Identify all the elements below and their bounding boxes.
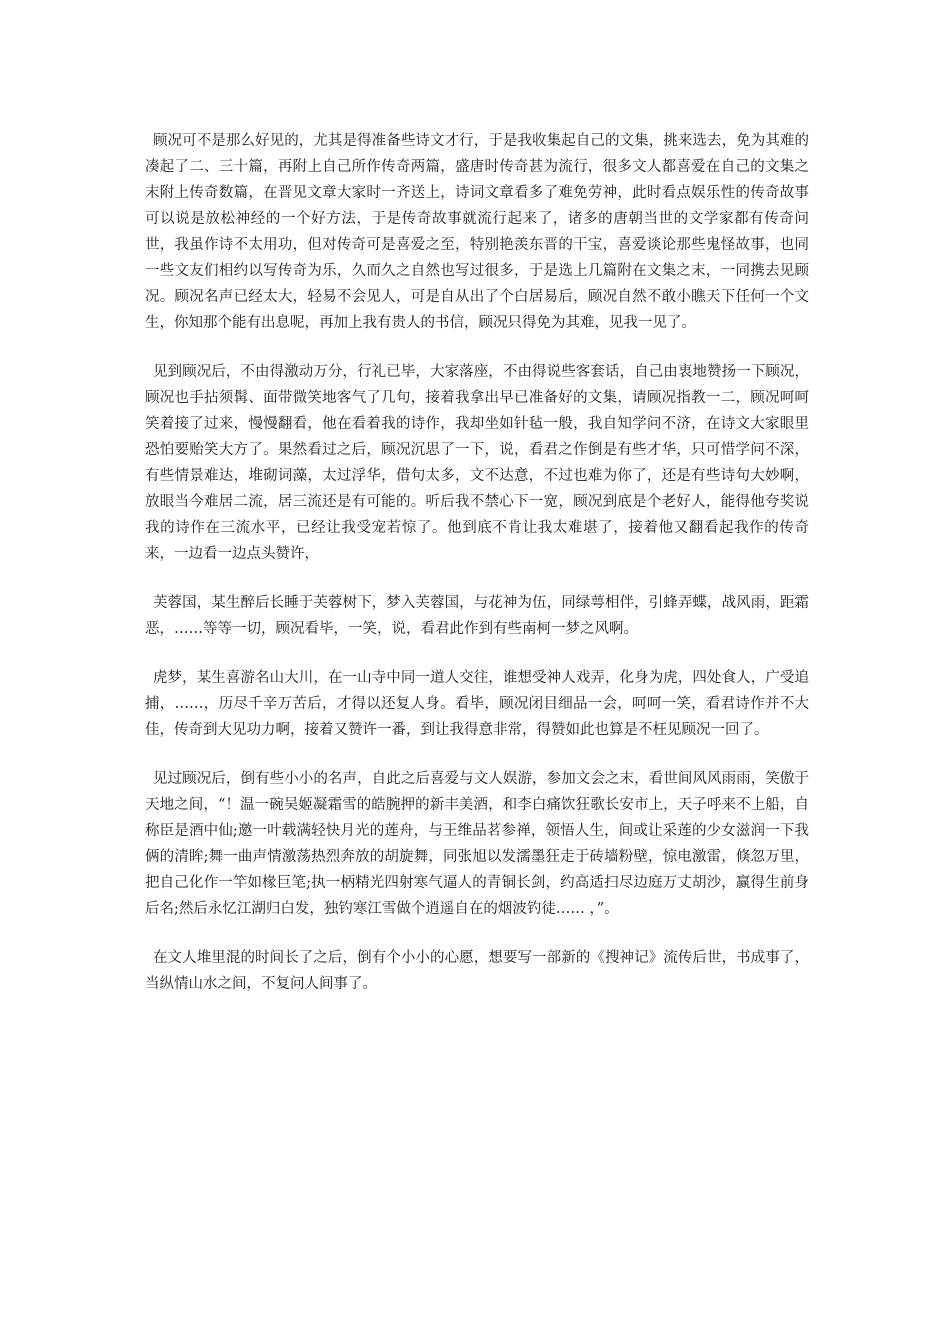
paragraph-hu-meng: 虎梦，某生喜游名山大川，在一山寺中同一道人交往，谁想受神人戏弄，化身为虎，四处食人，广受追捕，……，历尽千辛万苦后，才得以还复人身。看毕，顾况闭目细品一会，呵呵一笑，看君诗作并不大佳，传奇到大见功力啊，接着又赞许一番，到让我得意非常，得赞如此也算是不枉见顾况一回了。 (145, 670, 809, 738)
paragraph-visit-preparation: 顾况可不是那么好见的，尤其是得准备些诗文才行，于是我收集起自己的文集，挑来选去，免为其难的凑起了二、三十篇，再附上自己所作传奇两篇，盛唐时传奇甚为流行，很多文人都喜爱在自己的文集之末附上传奇数篇，在晋见文章大家时一齐送上，诗词文章看多了难免劳神，此时看点娱乐性的传奇故事可以说是放松神经的一个好方法，于是传奇故事就流行起来了，诸多的唐朝当世的文学家都有传奇问世，我虽作诗不太用功，但对传奇可是喜爱之至，特别艳羡东晋的干宝，喜爱谈论那些鬼怪故事，也同一些文友们相约以写传奇为乐，久而久之自然也写过很多，于是选上几篇附在文集之末，一同携去见顾况。顾况名声已经太大，轻易不会见人，可是自从出了个白居易后，顾况自然不敢小瞧天下任何一个文生，你知那个能有出息呢，再加上我有贵人的书信，顾况只得免为其难，见我一见了。 (145, 133, 809, 331)
paragraph-wish: 在文人堆里混的时间长了之后，倒有个小小的心愿，想要写一部新的《搜神记》流传后世，书成事了，当纵情山水之间，不复问人间事了。 (145, 950, 809, 992)
document-page (145, 128, 809, 997)
paragraph-meeting-gu-kuang: 见到顾况后，不由得激动万分，行礼已毕，大家落座，不由得说些客套话，自己由衷地赞扬一下顾况，顾况也手拈须髯、面带微笑地客气了几句，接着我拿出早已准备好的文集，请顾况指教一二，顾况呵呵笑着接了过来，慢慢翻看，他在看着我的诗作，我却坐如针毡一般，我自知学问不济，在诗文大家眼里恐怕要贻笑大方了。果然看过之后，顾况沉思了一下，说，看君之作倒是有些才华，只可惜学问不深，有些情景难达，堆砌词藻，太过浮华，借句太多，文不达意，不过也难为你了，还是有些诗句大妙啊，放眼当今难居二流，居三流还是有可能的。听后我不禁心下一宽，顾况到底是个老好人，能得他夸奖说我的诗作在三流水平，已经让我受宠若惊了。他到底不肯让我太难堪了，接着他又翻看起我作的传奇来，一边看一边点头赞许， (145, 364, 809, 562)
paragraph-furong-guo: 芙蓉国，某生醉后长睡于芙蓉树下，梦入芙蓉国，与花神为伍，同绿萼相伴，引蜂弄蝶，战风雨，距霜恶，……等等一切，顾况看毕，一笑，说，看君此作到有些南柯一梦之风啊。 (145, 595, 809, 637)
paragraph-literati-life: 见过顾况后，倒有些小小的名声，自此之后喜爱与文人娱游，参加文会之末，看世间风风雨雨，笑傲于天地之间，“！温一碗吴姬凝霜雪的皓腕押的新丰美酒，和李白痛饮狂歌长安市上，天子呼来不上船，自称臣是酒中仙;邀一叶载满轻快月光的莲舟，与王维品茗参禅，领悟人生，间或让采莲的少女滋润一下我俩的清眸;舞一曲声情激荡热烈奔放的胡旋舞，同张旭以发濡墨狂走于砖墙粉壁，惊电激雷，倏忽万里，把自己化作一竿如椽巨笔;执一柄精光四射寒气逼人的青铜长剑，约高适扫尽边庭万丈胡沙，赢得生前身后名;然后永忆江湖归白发，独钓寒江雪做个逍遥自在的烟波钓徒…… ，”。 (145, 771, 809, 917)
